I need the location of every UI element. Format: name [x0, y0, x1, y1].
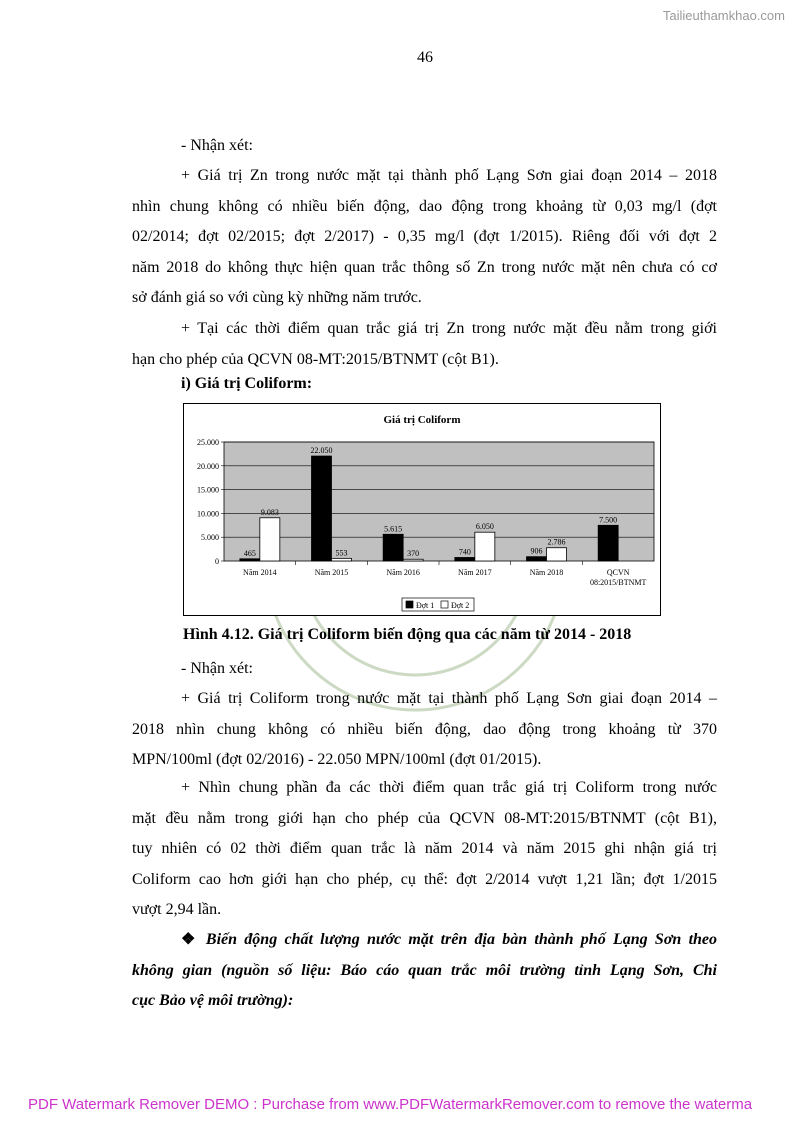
- bar-dot2: [547, 548, 567, 561]
- data-label: 5.615: [384, 524, 403, 534]
- bar-dot1: [455, 557, 475, 561]
- y-tick-label: 10.000: [197, 509, 219, 519]
- paragraph-coliform-range: + Giá trị Coliform trong nước mặt tại thành phố Lạng Sơn giai đoạn 2014 – 2018 nhìn chung không có nhiều biến động, dao động trong khoảng từ 370 MPN/100ml (đợt 02/2016) - 22.050 MPN/100ml (đợt 01/2015).: [132, 690, 717, 768]
- paragraph-zn: + Giá trị Zn trong nước mặt tại thành phố Lạng Sơn giai đoạn 2014 – 2018 nhìn chung không có nhiều biến động, dao động trong khoảng từ 0,03 mg/l (đợt 02/2014; đợt 02/2015; đợt 2/2017) - 0,35 mg/l (đợt 1/2015). Riêng đối với đợt 2 năm 2018 do không thực hiện quan trắc thông số Zn trong nước mặt nên chưa có cơ sở đánh giá so với cùng kỳ những năm trước.: [132, 167, 717, 306]
- x-tick-label: Năm 2016: [386, 568, 420, 577]
- plot-area: [224, 442, 654, 561]
- bar-dot1: [527, 557, 547, 561]
- data-label: 906: [530, 546, 543, 556]
- paragraph-zn-limit: + Tại các thời điểm quan trắc giá trị Zn trong nước mặt đều nằm trong giới hạn cho phép của QCVN 08-MT:2015/BTNMT (cột B1).: [132, 320, 717, 368]
- bar-dot1: [240, 559, 260, 561]
- paragraph-nhan-xet-1: [132, 131, 717, 162]
- site-watermark-text: Tailieuthamkhao.com: [662, 8, 785, 23]
- legend-swatch: [406, 601, 413, 608]
- bar-dot1: [312, 456, 332, 561]
- legend-label: Đợt 1: [416, 601, 435, 610]
- y-tick-label: 5.000: [201, 533, 219, 543]
- data-label: 7.500: [599, 515, 618, 525]
- data-label: 22.050: [310, 446, 333, 456]
- bar-dot2: [475, 532, 495, 561]
- paragraph-coliform-limit: + Nhìn chung phần đa các thời điểm quan trắc giá trị Coliform trong nước mặt đều nằm trong giới hạn cho phép của QCVN 08-MT:2015/BTNMT (cột B1), tuy nhiên có 02 thời điểm quan trắc là năm 2014 và năm 2015 ghi nhận giá trị Coliform cao hơn giới hạn cho phép, cụ thể: đợt 2/2014 vượt 1,21 lần; đợt 1/2015 vượt 2,94 lần.: [132, 779, 717, 918]
- x-tick-sublabel: 08:2015/BTNMT: [589, 578, 647, 587]
- y-tick-label: 20.000: [197, 461, 219, 471]
- x-tick-label: QCVN: [606, 568, 630, 577]
- legend-label: Đợt 2: [451, 601, 470, 610]
- x-tick-label: Năm 2017: [458, 568, 492, 577]
- section-heading-coliform: i) Giá trị Coliform:: [181, 375, 313, 392]
- pdf-watermark-banner: PDF Watermark Remover DEMO : Purchase from www.PDFWatermarkRemover.com to remove the waterma: [28, 1096, 753, 1113]
- bar-dot1: [598, 525, 618, 561]
- y-tick-label: 0: [215, 557, 219, 566]
- coliform-chart-svg: [184, 404, 660, 615]
- x-tick-label: Năm 2014: [243, 568, 277, 577]
- bar-dot2: [332, 558, 352, 561]
- figure-caption: Hình 4.12. Giá trị Coliform biến động qua các năm từ 2014 - 2018: [183, 626, 632, 643]
- data-label: 6.050: [475, 522, 494, 532]
- paragraph-spatial-heading: ❖ Biến động chất lượng nước mặt trên địa bàn thành phố Lạng Sơn theo không gian (nguồn số liệu: Báo cáo quan trắc môi trường tỉnh Lạng Sơn, Chi cục Bảo vệ môi trường):: [132, 931, 718, 1009]
- coliform-chart: [183, 403, 661, 616]
- nhan-xet-label: - Nhận xét:: [181, 137, 253, 154]
- x-tick-label: Năm 2018: [529, 568, 564, 577]
- legend-swatch: [441, 601, 448, 608]
- page-number: 46: [417, 49, 433, 66]
- diamond-bullet-icon: ❖: [181, 931, 199, 948]
- data-label: 465: [243, 548, 256, 558]
- y-tick-label: 25.000: [197, 438, 219, 447]
- paragraph-nhan-xet-2: - Nhận xét:: [181, 660, 253, 677]
- bar-dot2: [260, 518, 280, 561]
- data-label: 740: [458, 547, 471, 557]
- data-label: 553: [335, 548, 348, 558]
- x-tick-label: Năm 2015: [314, 568, 349, 577]
- data-label: 2.786: [547, 537, 566, 547]
- data-label: 370: [407, 549, 420, 559]
- y-tick-label: 15.000: [197, 485, 219, 495]
- chart-title: Giá trị Coliform: [383, 414, 461, 426]
- bar-dot1: [383, 534, 403, 561]
- bar-dot2: [403, 559, 423, 561]
- data-label: 9.083: [260, 507, 279, 517]
